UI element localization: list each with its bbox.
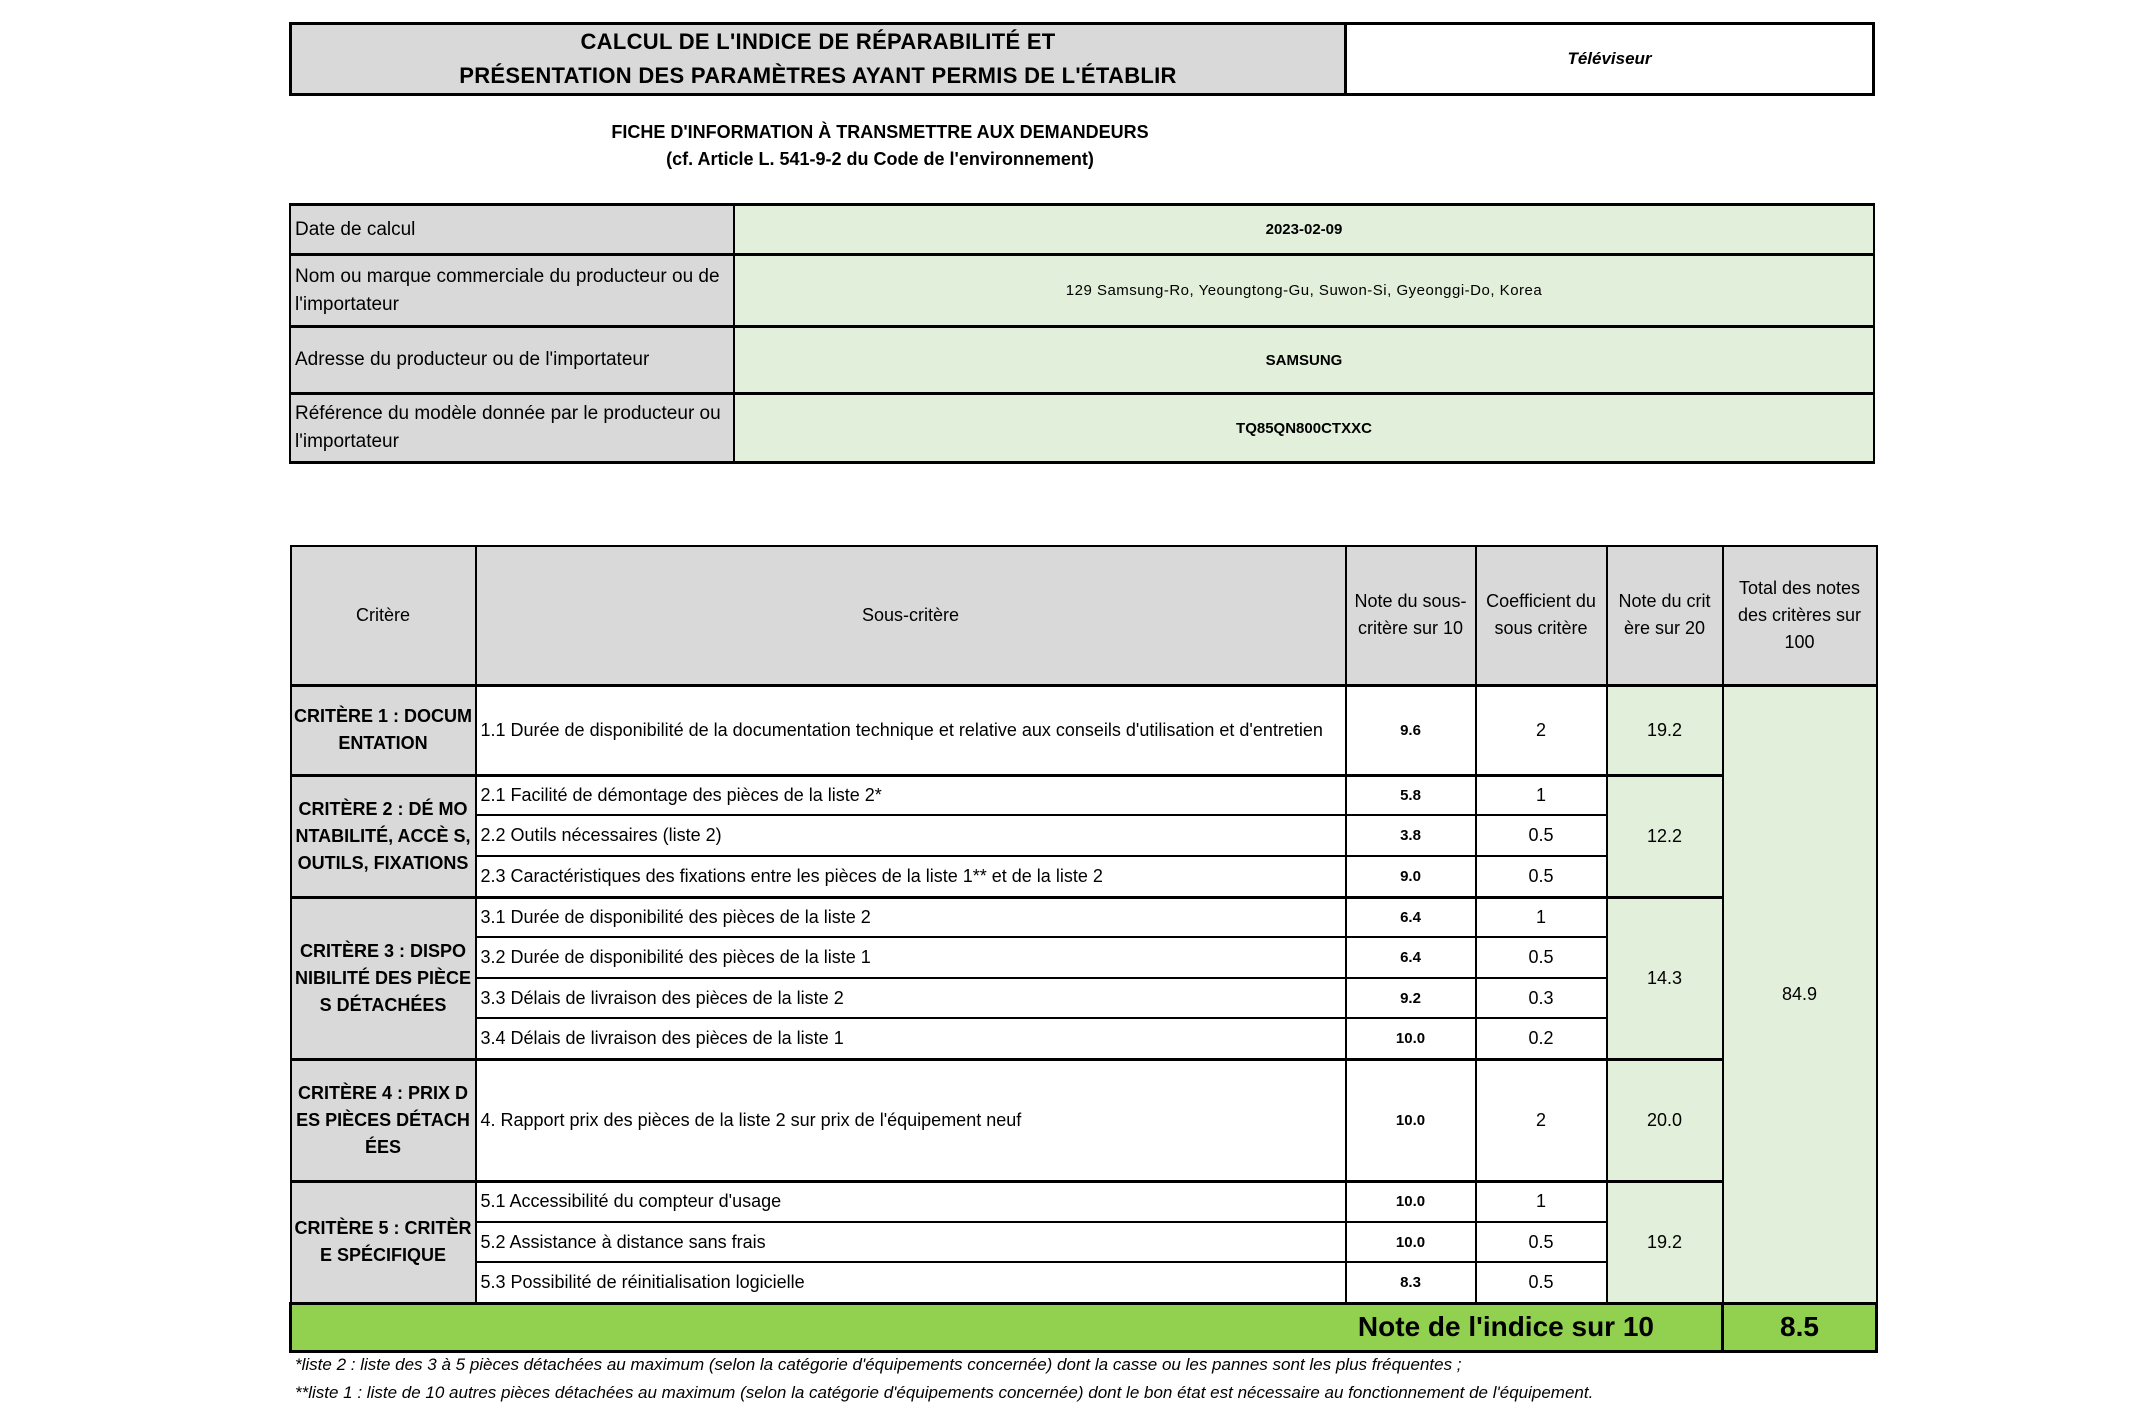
coef-5-2: 0.5 [1476,1222,1607,1262]
info-label-model: Référence du modèle donnée par le producteur ou l'importateur [290,394,734,463]
subcriterion-2-2: 2.2 Outils nécessaires (liste 2) [476,815,1346,856]
coef-1-1: 2 [1476,685,1607,775]
document-title [291,24,1346,95]
info-table [289,203,1875,464]
criterion-4-name: CRITÈRE 4 : PRIX DES PIÈCES DÉTACH ÉES [291,1059,476,1181]
note-1-1: 9.6 [1346,685,1476,775]
subcriterion-1-1: 1.1 Durée de disponibilité de la documentation technique et relative aux conseils d'utilisation et d'entretien [476,685,1346,775]
header-note-sous-critere: Note du sous-critère sur 10 [1346,546,1476,685]
footnote-liste-1: **liste 1 : liste de 10 autres pièces détachées au maximum (selon la catégorie d'équipements concernée) dont le bon état est nécessaire au fonctionnement de l'équipement. [295,1383,1594,1402]
criterion-2-name: CRITÈRE 2 : DÉ MONTABILITÉ, ACCÈ S, OUTILS, FIXATIONS [291,775,476,897]
criterion-4-score: 20.0 [1607,1059,1723,1181]
note-5-1: 10.0 [1346,1181,1476,1222]
coef-3-1: 1 [1476,897,1607,937]
note-4: 10.0 [1346,1059,1476,1181]
subcriterion-4: 4. Rapport prix des pièces de la liste 2 sur prix de l'équipement neuf [476,1059,1346,1181]
subcriterion-3-3: 3.3 Délais de livraison des pièces de la liste 2 [476,978,1346,1018]
criterion-2-score: 12.2 [1607,775,1723,897]
coef-5-3: 0.5 [1476,1262,1607,1303]
header-total: Total des notes des critères sur 100 [1723,546,1877,685]
info-label-address: Adresse du producteur ou de l'importateur [290,327,734,394]
header-table [289,22,1875,96]
info-label-brand: Nom ou marque commerciale du producteur ou de l'importateur [290,255,734,327]
product-type: Téléviseur [1346,24,1874,95]
subcriterion-2-3: 2.3 Caractéristiques des fixations entre les pièces de la liste 1** et de la liste 2 [476,856,1346,897]
note-3-4: 10.0 [1346,1018,1476,1059]
header-coefficient: Coefficient du sous critère [1476,546,1607,685]
subtitle-line-1: FICHE D'INFORMATION À TRANSMETTRE AUX DEMANDEURS [611,122,1149,142]
coef-4: 2 [1476,1059,1607,1181]
subcriterion-5-1: 5.1 Accessibilité du compteur d'usage [476,1181,1346,1222]
title-line-1: CALCUL DE L'INDICE DE RÉPARABILITÉ ET [580,29,1056,54]
final-score-label: Note de l'indice sur 10 [291,1303,1723,1351]
coef-3-3: 0.3 [1476,978,1607,1018]
subcriterion-5-3: 5.3 Possibilité de réinitialisation logicielle [476,1262,1346,1303]
coef-2-1: 1 [1476,775,1607,815]
header-sous-critere: Sous-critère [476,546,1346,685]
note-5-2: 10.0 [1346,1222,1476,1262]
note-2-3: 9.0 [1346,856,1476,897]
criterion-1-name: CRITÈRE 1 : DOCUMENTATION [291,685,476,775]
coef-3-4: 0.2 [1476,1018,1607,1059]
info-label-date: Date de calcul [290,205,734,255]
subcriterion-3-2: 3.2 Durée de disponibilité des pièces de la liste 1 [476,937,1346,978]
total-score-100: 84.9 [1723,685,1877,1303]
criterion-5-name: CRITÈRE 5 : CRITÈRE SPÉCIFIQUE [291,1181,476,1303]
title-line-2: PRÉSENTATION DES PARAMÈTRES AYANT PERMIS DE L'ÉTABLIR [459,63,1177,88]
subtitle-line-2: (cf. Article L. 541-9-2 du Code de l'environnement) [666,149,1094,169]
note-3-3: 9.2 [1346,978,1476,1018]
note-3-1: 6.4 [1346,897,1476,937]
subcriterion-2-1: 2.1 Facilité de démontage des pièces de la liste 2* [476,775,1346,815]
note-5-3: 8.3 [1346,1262,1476,1303]
final-score-value: 8.5 [1723,1303,1877,1351]
coef-3-2: 0.5 [1476,937,1607,978]
note-3-2: 6.4 [1346,937,1476,978]
header-note-critere: Note du crit ère sur 20 [1607,546,1723,685]
subcriterion-5-2: 5.2 Assistance à distance sans frais [476,1222,1346,1262]
coef-2-3: 0.5 [1476,856,1607,897]
note-2-1: 5.8 [1346,775,1476,815]
info-value-date: 2023-02-09 [734,205,1874,255]
footnote-liste-2: *liste 2 : liste des 3 à 5 pièces détachées au maximum (selon la catégorie d'équipements concernée) dont la casse ou les pannes sont les plus fréquentes ; [295,1355,1462,1374]
criterion-5-score: 19.2 [1607,1181,1723,1303]
criterion-3-name: CRITÈRE 3 : DISPONIBILITÉ DES PIÈCES DÉTACHÉES [291,897,476,1059]
info-value-brand: 129 Samsung-Ro, Yeoungtong-Gu, Suwon-Si, Gyeonggi-Do, Korea [734,255,1874,327]
info-value-model: TQ85QN800CTXXC [734,394,1874,463]
coef-5-1: 1 [1476,1181,1607,1222]
coef-2-2: 0.5 [1476,815,1607,856]
subcriterion-3-4: 3.4 Délais de livraison des pièces de la liste 1 [476,1018,1346,1059]
criterion-3-score: 14.3 [1607,897,1723,1059]
criterion-1-score: 19.2 [1607,685,1723,775]
subcriterion-3-1: 3.1 Durée de disponibilité des pièces de la liste 2 [476,897,1346,937]
header-critere: Critère [291,546,476,685]
criteria-table [289,545,1878,1353]
info-value-address: SAMSUNG [734,327,1874,394]
note-2-2: 3.8 [1346,815,1476,856]
